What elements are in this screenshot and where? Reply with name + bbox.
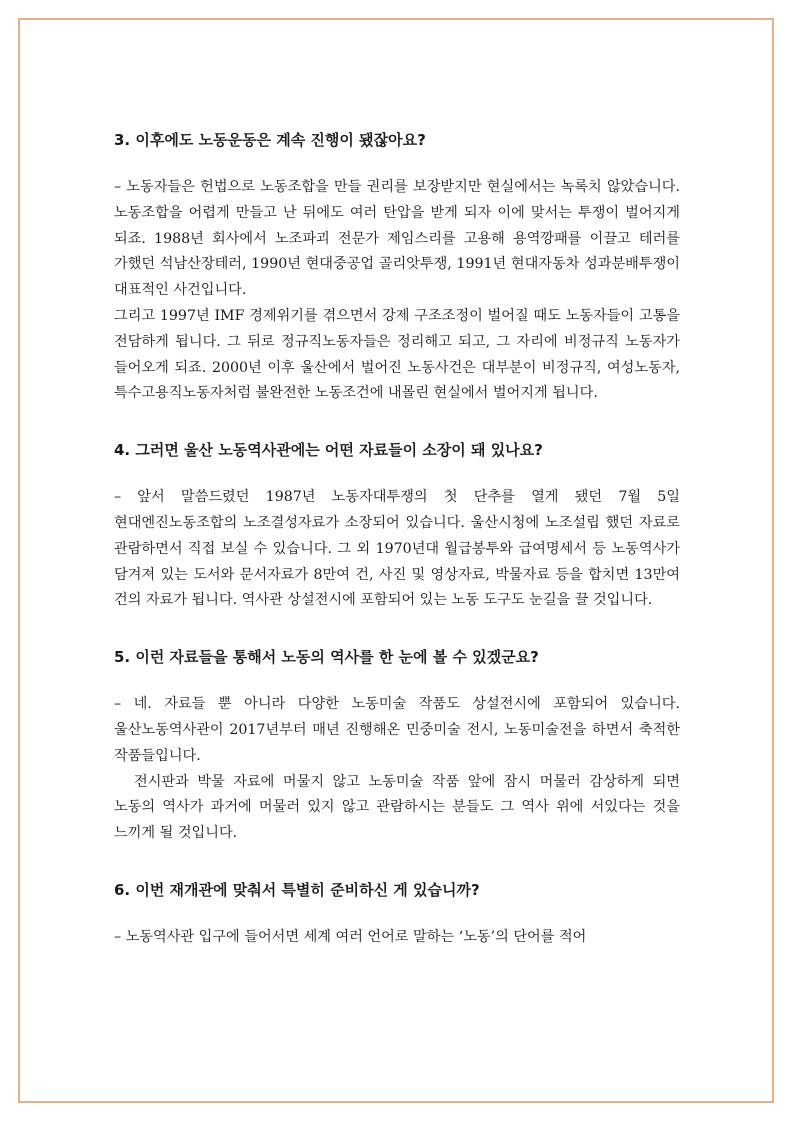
answer-paragraph: – 앞서 말씀드렸던 1987년 노동자대투쟁의 첫 단추를 열게 됐던 7월 5일 현대엔진노동조합의 노조결성자료가 소장되어 있습니다. 울산시청에 노조설립 했던 자료로 관람하면서 직접 보실 수 있습니다. 그 외 1970년대 월급봉투와 급여명세서 등 노동역사가 담겨져 있는 도서와 문서자료가 8만여 건, 사진 및 영상자료, 박물자료 등을 합치면 13만여 건의 자료가 됩니다. 역사관 상설전시에 포함되어 있는 노동 도구도 눈길을 끌 것입니다. [114, 489, 680, 609]
section-title: 6. 이번 재개관에 맞춰서 특별히 준비하신 게 있습니까? [114, 880, 480, 899]
answer-paragraph: – 노동역사관 입구에 들어서면 세계 여러 언어로 말하는 ‘노동’의 단어를 적어 [114, 928, 587, 945]
answer-paragraph: 그리고 1997년 IMF 경제위기를 겪으면서 강제 구조조정이 벌어질 때도 노동자들이 고통을 전담하게 됩니다. 그 뒤로 정규직노동자들은 정리해고 되고, 그 자리에 비정규직 노동자가 들어오게 되죠. 2000년 이후 울산에서 벌어진 노동사건은 대부분이 비정규직, 여성노동자, 특수고용직노동자처럼 불완전한 노동조건에 내몰린 현실에서 벌어지게 됩니다. [114, 307, 680, 402]
section-4 [114, 437, 680, 614]
section-3 [114, 127, 680, 407]
section-title: 5. 이런 자료들을 통해서 노동의 역사를 한 눈에 볼 수 있겠군요? [114, 648, 539, 667]
section-title: 4. 그러면 울산 노동역사관에는 어떤 자료들이 소장이 돼 있나요? [114, 441, 543, 460]
answer-paragraph: – 네. 자료들 뿐 아니라 다양한 노동미술 작품도 상설전시에 포함되어 있습니다. 울산노동역사관이 2017년부터 매년 진행해온 민중미술 전시, 노동미술전을 하면서 축적한 작품들입니다. [114, 696, 680, 764]
section-5 [114, 644, 680, 847]
answer-paragraph: – 노동자들은 헌법으로 노동조합을 만들 권리를 보장받지만 현실에서는 녹록치 않았습니다. 노동조합을 어렵게 만들고 난 뒤에도 여러 탄압을 받게 되자 이에 맞서는 투쟁이 벌어지게 되죠. 1988년 회사에서 노조파괴 전문가 제임스리를 고용해 용역깡패를 이끌고 테러를 가했던 석남산장테러, 1990년 현대중공업 골리앗투쟁, 1991년 현대자동차 성과분배투쟁이 대표적인 사건입니다. [114, 179, 680, 299]
answer-paragraph: 전시판과 박물 자료에 머물지 않고 노동미술 작품 앞에 잠시 머물러 감상하게 되면 노동의 역사가 과거에 머물러 있지 않고 관람하시는 분들도 그 역사 위에 서있다는 것을 느끼게 될 것입니다. [114, 773, 680, 842]
section-6 [114, 877, 680, 951]
document-body [114, 127, 680, 951]
section-title: 3. 이후에도 노동운동은 계속 진행이 됐잖아요? [114, 131, 426, 149]
